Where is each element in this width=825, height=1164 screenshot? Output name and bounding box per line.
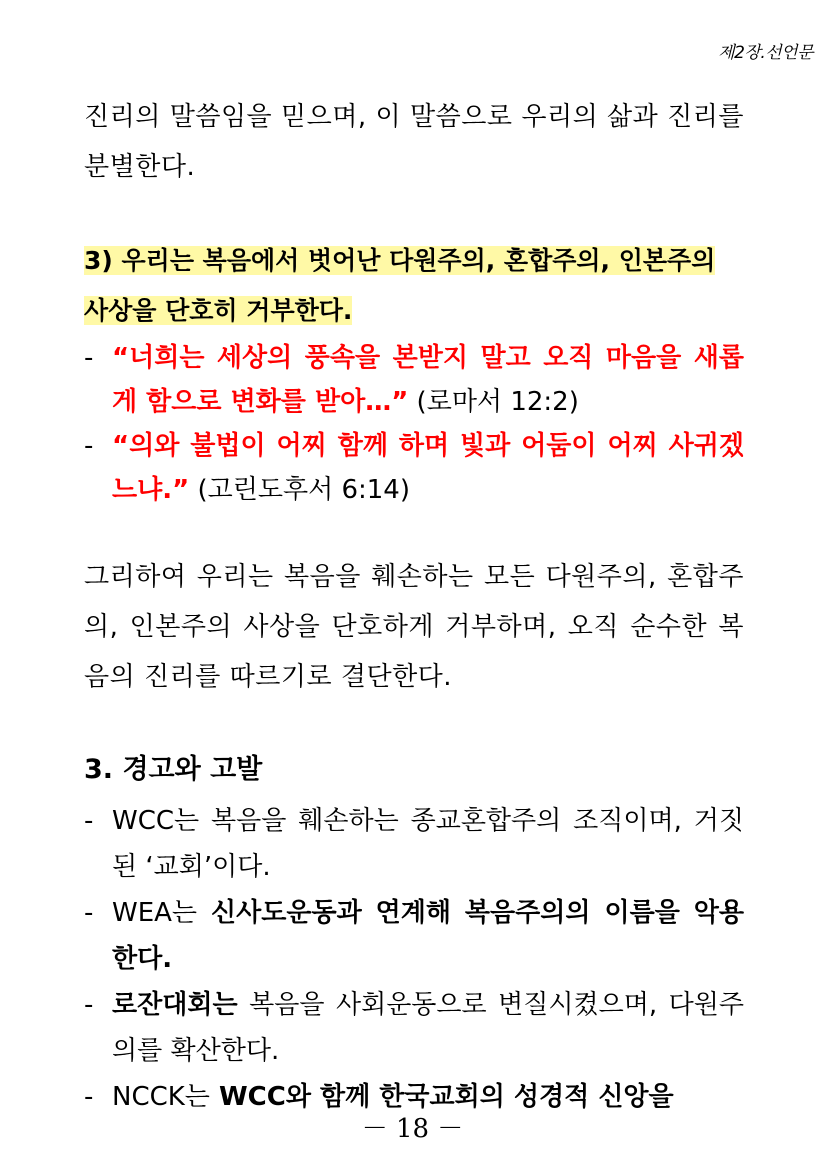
quote-text: “의와 불법이 어찌 함께 하며 빛과 어둠이 어찌 사귀겠느냐.” — [112, 431, 744, 505]
dash-bullet: - — [84, 806, 94, 836]
scripture-quote — [84, 336, 744, 424]
list-item — [84, 890, 744, 982]
quote-reference: (로마서 12:2) — [408, 387, 579, 417]
item-text: 신사도운동과 연계해 복음주의의 이름을 악용한다. — [112, 898, 744, 974]
chapter-header: 제2장.선언문 — [718, 43, 813, 63]
list-item — [84, 798, 744, 890]
dash-bullet: - — [84, 343, 94, 373]
item-lead: 로잔대회는 — [112, 990, 238, 1020]
dash-bullet: - — [84, 990, 94, 1020]
point3-conclusion: 그리하여 우리는 복음을 훼손하는 모든 다원주의, 혼합주의, 인본주의 사상을 단호하게 거부하며, 오직 순수한 복음의 진리를 따르기로 결단한다. — [84, 562, 744, 692]
item-text: 복음을 훼손하는 종교혼합주의 조직이며, 거짓된 ‘교회’이다. — [112, 806, 744, 882]
item-lead: NCCK는 — [112, 1082, 210, 1112]
page-number: － 18 － — [361, 1114, 464, 1144]
dash-bullet: - — [84, 1082, 94, 1112]
document-body — [84, 92, 744, 1120]
quote-reference: (고린도후서 6:14) — [189, 475, 410, 505]
item-lead: WEA는 — [112, 898, 198, 928]
scripture-quote — [84, 424, 744, 512]
point3-heading — [84, 236, 744, 336]
highlighted-heading-text: 3) 우리는 복음에서 벗어난 다원주의, 혼합주의, 인본주의 사상을 단호히 거부한다. — [84, 246, 716, 325]
list-item — [84, 982, 744, 1074]
dash-bullet: - — [84, 431, 94, 461]
item-lead: WCC는 — [112, 806, 200, 836]
section-title: 3. 경고와 고발 — [84, 754, 263, 785]
item-text: WCC와 함께 한국교회의 성경적 신앙을 — [209, 1082, 674, 1112]
intro-paragraph: 진리의 말씀임을 믿으며, 이 말씀으로 우리의 삶과 진리를 분별한다. — [84, 102, 744, 182]
item-text: 복음을 사회운동으로 변질시켰으며, 다원주의를 확산한다. — [112, 990, 744, 1066]
dash-bullet: - — [84, 898, 94, 928]
quote-text: “너희는 세상의 풍속을 본받지 말고 오직 마음을 새롭게 함으로 변화를 받아…” — [112, 343, 744, 417]
